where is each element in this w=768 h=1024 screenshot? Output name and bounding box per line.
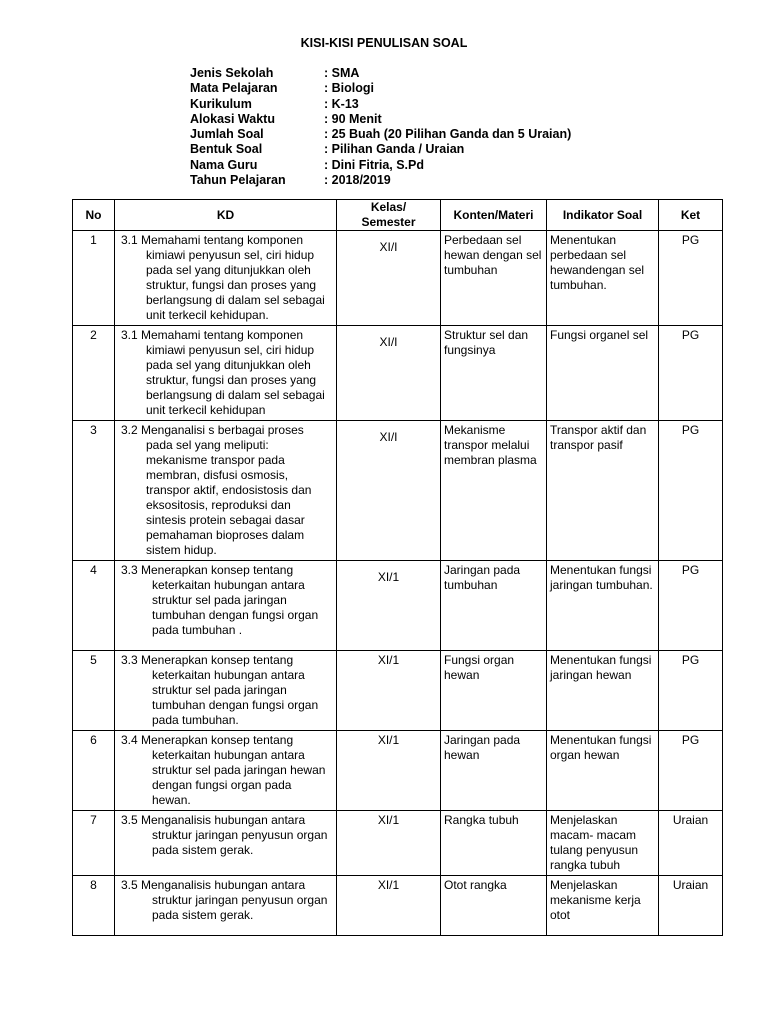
cell-kd	[115, 326, 337, 421]
cell-ket: PG	[659, 731, 723, 811]
header-kelas-line2: Semester	[361, 215, 416, 229]
info-value: : K-13	[324, 96, 359, 111]
cell-kd-text: 3.1 Memahami tentang komponen kimiawi penyusun sel, ciri hidup pada sel yang ditunjukkan oleh struktur, fungsi dan proses yang berlangsung di dalam sel sebagai unit terkecil kehidupan.	[121, 233, 325, 322]
info-label: Alokasi Waktu	[190, 111, 275, 126]
cell-kelas: XI/I	[337, 326, 441, 421]
table-row	[73, 731, 723, 811]
cell-kd-text: 3.1 Memahami tentang komponen kimiawi penyusun sel, ciri hidup pada sel yang ditunjukkan oleh struktur, fungsi dan proses yang berlangsung di dalam sel sebagai unit terkecil kehidupan	[121, 328, 325, 417]
cell-no: 3	[73, 421, 115, 561]
cell-kelas: XI/1	[337, 811, 441, 876]
info-label: Mata Pelajaran	[190, 81, 278, 96]
info-label: Bentuk Soal	[190, 142, 263, 157]
info-block	[190, 66, 571, 188]
header-indikator-soal: Indikator Soal	[547, 200, 659, 231]
info-label: Kurikulum	[190, 96, 252, 111]
cell-no: 7	[73, 811, 115, 876]
table-row	[73, 421, 723, 561]
cell-indikator: Menentukan perbedaan sel hewandengan sel tumbuhan.	[547, 231, 659, 326]
info-row-kurikulum	[190, 97, 571, 112]
cell-kelas: XI/1	[337, 876, 441, 936]
cell-kd	[115, 731, 337, 811]
cell-ket: Uraian	[659, 876, 723, 936]
cell-konten: Jaringan pada hewan	[441, 731, 547, 811]
cell-no: 6	[73, 731, 115, 811]
cell-ket: PG	[659, 651, 723, 731]
cell-indikator: Menentukan fungsi jaringan tumbuhan.	[547, 561, 659, 651]
cell-kd-text: 3.3 Menerapkan konsep tentang keterkaitan hubungan antara struktur sel pada jaringan tumbuhan dengan fungsi organ pada tumbuhan.	[121, 653, 319, 727]
table-row	[73, 876, 723, 936]
cell-kd	[115, 651, 337, 731]
cell-konten: Otot rangka	[441, 876, 547, 936]
info-value: : Pilihan Ganda / Uraian	[324, 142, 465, 157]
cell-indikator: Transpor aktif dan transpor pasif	[547, 421, 659, 561]
cell-kelas: XI/1	[337, 561, 441, 651]
cell-indikator: Menjelaskan macam- macam tulang penyusun rangka tubuh	[547, 811, 659, 876]
cell-konten: Mekanisme transpor melalui membran plasma	[441, 421, 547, 561]
info-value: : 25 Buah (20 Pilihan Ganda dan 5 Uraian)	[324, 127, 572, 142]
info-label: Jumlah Soal	[190, 127, 264, 142]
cell-kd	[115, 811, 337, 876]
cell-kd-text: 3.5 Menganalisis hubungan antara struktur jaringan penyusun organ pada sistem gerak.	[121, 813, 328, 857]
header-konten-materi: Konten/Materi	[441, 200, 547, 231]
cell-kd	[115, 231, 337, 326]
table-row	[73, 561, 723, 651]
cell-indikator: Menentukan fungsi jaringan hewan	[547, 651, 659, 731]
info-label: Jenis Sekolah	[190, 66, 274, 80]
info-row-mata-pelajaran	[190, 81, 571, 96]
info-label: Tahun Pelajaran	[190, 173, 286, 188]
table-row	[73, 231, 723, 326]
info-label: Nama Guru	[190, 157, 258, 172]
cell-kd	[115, 561, 337, 651]
cell-kd-text: 3.2 Menganalisi s berbagai proses pada sel yang meliputi: mekanisme transpor pada membran, disfusi osmosis, transpor aktif, endosistosis dan eksositosis, reproduksi dan sintesis protein sebagai dasar pemahaman bioproses dalam sistem hidup.	[121, 423, 312, 557]
cell-kd-text: 3.4 Menerapkan konsep tentang keterkaitan hubungan antara struktur sel pada jaringan hewan dengan fungsi organ pada hewan.	[121, 733, 326, 807]
cell-indikator: Menentukan fungsi organ hewan	[547, 731, 659, 811]
cell-kd	[115, 421, 337, 561]
table-row	[73, 326, 723, 421]
cell-konten: Fungsi organ hewan	[441, 651, 547, 731]
cell-konten: Perbedaan sel hewan dengan sel tumbuhan	[441, 231, 547, 326]
cell-ket: PG	[659, 561, 723, 651]
header-kelas-line1: Kelas/	[370, 200, 407, 214]
info-row-jenis-sekolah	[190, 66, 571, 81]
cell-kelas: XI/I	[337, 231, 441, 326]
cell-ket: Uraian	[659, 811, 723, 876]
info-row-tahun-pelajaran	[190, 173, 571, 188]
table-row	[73, 811, 723, 876]
cell-ket: PG	[659, 231, 723, 326]
cell-ket: PG	[659, 326, 723, 421]
table-header-row	[73, 200, 723, 231]
cell-no: 1	[73, 231, 115, 326]
kisi-kisi-table	[72, 199, 723, 936]
cell-kd-text: 3.5 Menganalisis hubungan antara struktur jaringan penyusun organ pada sistem gerak.	[121, 878, 328, 922]
table-row	[73, 651, 723, 731]
cell-ket: PG	[659, 421, 723, 561]
info-row-alokasi-waktu	[190, 112, 571, 127]
cell-no: 5	[73, 651, 115, 731]
info-row-bentuk-soal	[190, 142, 571, 157]
cell-konten: Rangka tubuh	[441, 811, 547, 876]
cell-indikator: Fungsi organel sel	[547, 326, 659, 421]
cell-kd-text: 3.3 Menerapkan konsep tentang keterkaitan hubungan antara struktur sel pada jaringan tumbuhan dengan fungsi organ pada tumbuhan .	[121, 563, 319, 637]
info-value: : 90 Menit	[324, 111, 382, 126]
cell-kelas: XI/1	[337, 731, 441, 811]
cell-kd	[115, 876, 337, 936]
cell-kelas: XI/I	[337, 421, 441, 561]
info-row-nama-guru	[190, 158, 571, 173]
info-value: : SMA	[324, 66, 360, 80]
info-value: : 2018/2019	[324, 173, 391, 188]
cell-no: 4	[73, 561, 115, 651]
cell-no: 2	[73, 326, 115, 421]
info-value: : Biologi	[324, 81, 374, 96]
info-row-jumlah-soal	[190, 127, 571, 142]
cell-konten: Struktur sel dan fungsinya	[441, 326, 547, 421]
cell-konten: Jaringan pada tumbuhan	[441, 561, 547, 651]
header-no: No	[73, 200, 115, 231]
header-kd: KD	[115, 200, 337, 231]
cell-kelas: XI/1	[337, 651, 441, 731]
header-kelas-semester	[337, 200, 441, 231]
info-value: : Dini Fitria, S.Pd	[324, 157, 425, 172]
header-ket: Ket	[659, 200, 723, 231]
document-title: KISI-KISI PENULISAN SOAL	[300, 36, 468, 50]
cell-indikator: Menjelaskan mekanisme kerja otot	[547, 876, 659, 936]
cell-no: 8	[73, 876, 115, 936]
